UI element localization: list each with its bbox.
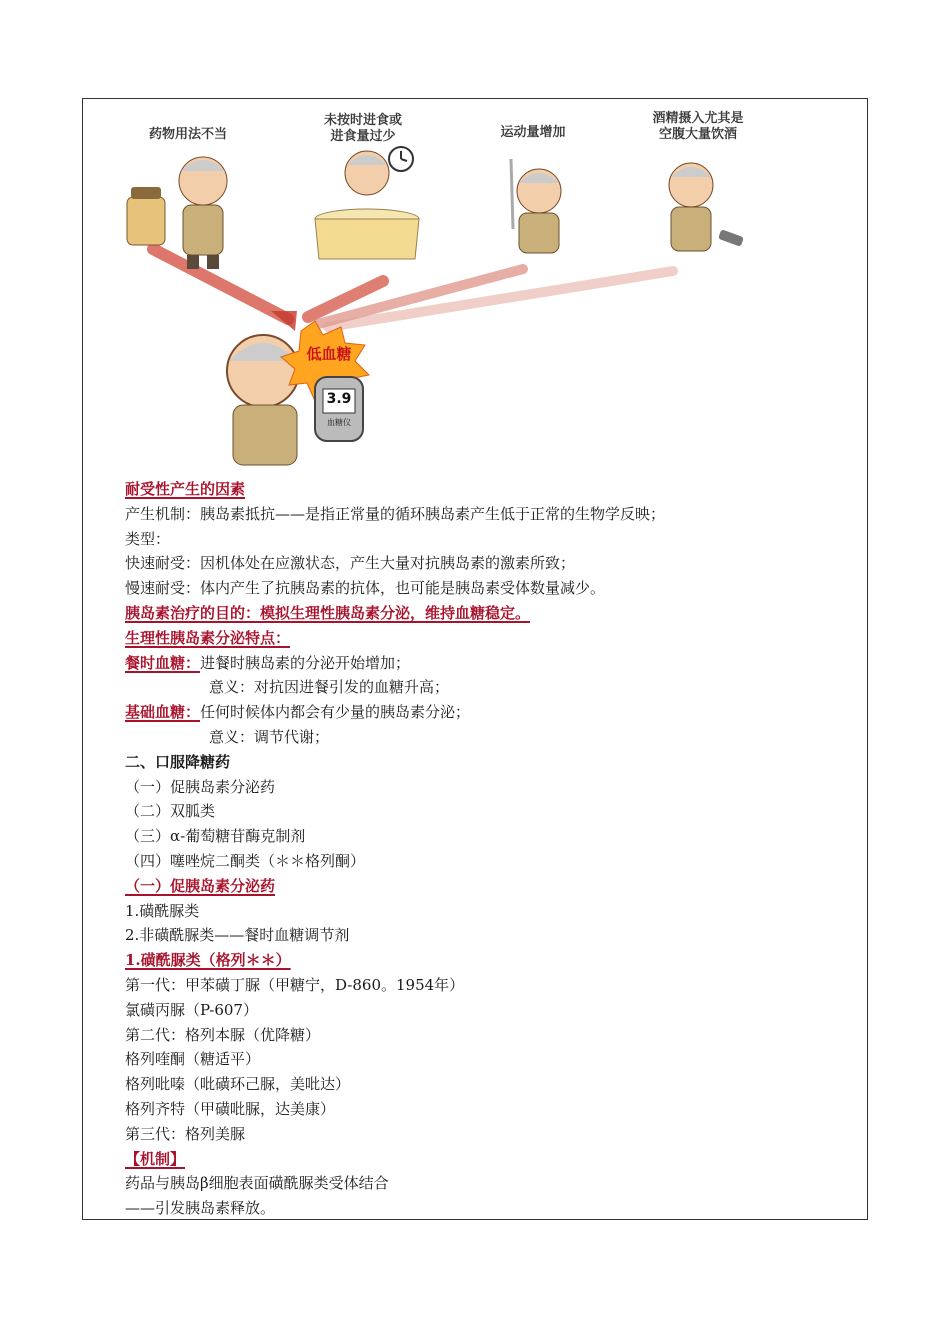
old-man-medication (127, 157, 227, 269)
heading-text: （一）促胰岛素分泌药 (125, 876, 276, 895)
section-heading (125, 477, 855, 502)
labeled-line (125, 651, 855, 676)
caption-meals: 未按时进食或 进食量过少 (323, 113, 402, 144)
text-line: 药品与胰岛β细胞表面磺酰脲类受体结合 (125, 1174, 389, 1193)
hypoglycemia-badge: 低血糖 (306, 345, 352, 363)
text-line: 格列喹酮（糖适平） (125, 1050, 261, 1069)
heading-text: 【机制】 (125, 1149, 186, 1168)
text-line: 第三代：格列美脲 (125, 1124, 246, 1143)
section-heading (125, 601, 855, 626)
old-man-drinking (669, 163, 744, 251)
text-line: 类型： (125, 529, 171, 548)
content-frame (82, 98, 868, 1220)
text-line: 快速耐受：因机体处在应激状态，产生大量对抗胰岛素的激素所致； (125, 554, 576, 573)
heading-text: 生理性胰岛素分泌特点： (125, 628, 291, 647)
labeled-line (125, 700, 855, 725)
text-line: 意义：调节代谢； (209, 727, 330, 746)
section-title: 二、口服降糖药 (125, 752, 231, 771)
line-label: 基础血糖： (125, 703, 201, 722)
arrows (153, 249, 673, 331)
text-line: ——引发胰岛素释放。 (125, 1199, 276, 1218)
line-label: 餐时血糖： (125, 653, 201, 672)
section-heading (125, 874, 855, 899)
text-line: 第二代：格列本脲（优降糖） (125, 1025, 321, 1044)
old-man-eating (315, 147, 419, 259)
line-text: 进餐时胰岛素的分泌开始增加； (200, 653, 411, 672)
text-line: 慢速耐受：体内产生了抗胰岛素的抗体，也可能是胰岛素受体数量减少。 (125, 579, 606, 598)
text-line: 1.磺酰脲类 (125, 901, 200, 920)
text-line: （一）促胰岛素分泌药 (125, 777, 276, 796)
text-line: 格列齐特（甲磺吡脲，达美康） (125, 1099, 336, 1118)
heading-text: 胰岛素治疗的目的：模拟生理性胰岛素分泌，维持血糖稳定。 (125, 603, 531, 622)
old-man-exercising (511, 159, 561, 253)
glucose-meter-value: 3.9 (326, 391, 352, 407)
section-heading (125, 626, 855, 651)
illustration-drawing (83, 99, 867, 471)
notes-text (125, 477, 855, 1221)
caption-alcohol: 酒精摄入尤其是 空腹大量饮酒 (652, 111, 744, 142)
text-line: 产生机制：胰岛素抵抗——是指正常量的循环胰岛素产生低于正常的生物学反映； (125, 504, 666, 523)
heading-text: 耐受性产生的因素 (125, 480, 246, 498)
text-line: 2.非磺酰脲类——餐时血糖调节剂 (125, 926, 350, 945)
heading-text: 1.磺酰脲类（格列＊＊） (125, 951, 291, 970)
section-heading (125, 1147, 855, 1172)
caption-medication: 药物用法不当 (148, 127, 227, 142)
section-heading (125, 948, 855, 973)
text-line: 意义：对抗因进餐引发的血糖升高； (209, 678, 450, 697)
text-line: （二）双胍类 (125, 802, 216, 821)
text-line: （三）α-葡萄糖苷酶克制剂 (125, 827, 306, 846)
hypoglycemia-causes-illustration (83, 99, 867, 471)
glucose-meter-label: 血糖仪 (327, 418, 351, 427)
text-line: 格列吡嗪（吡磺环己脲，美吡达） (125, 1075, 351, 1094)
caption-exercise: 运动量增加 (500, 125, 566, 140)
text-line: 第一代：甲苯磺丁脲（甲糖宁，D-860。1954年） (125, 975, 465, 994)
text-line: 氯磺丙脲（P-607） (125, 1000, 258, 1019)
text-line: （四）噻唑烷二酮类（＊＊格列酮） (125, 851, 366, 870)
line-text: 任何时候体内都会有少量的胰岛素分泌； (200, 703, 471, 722)
